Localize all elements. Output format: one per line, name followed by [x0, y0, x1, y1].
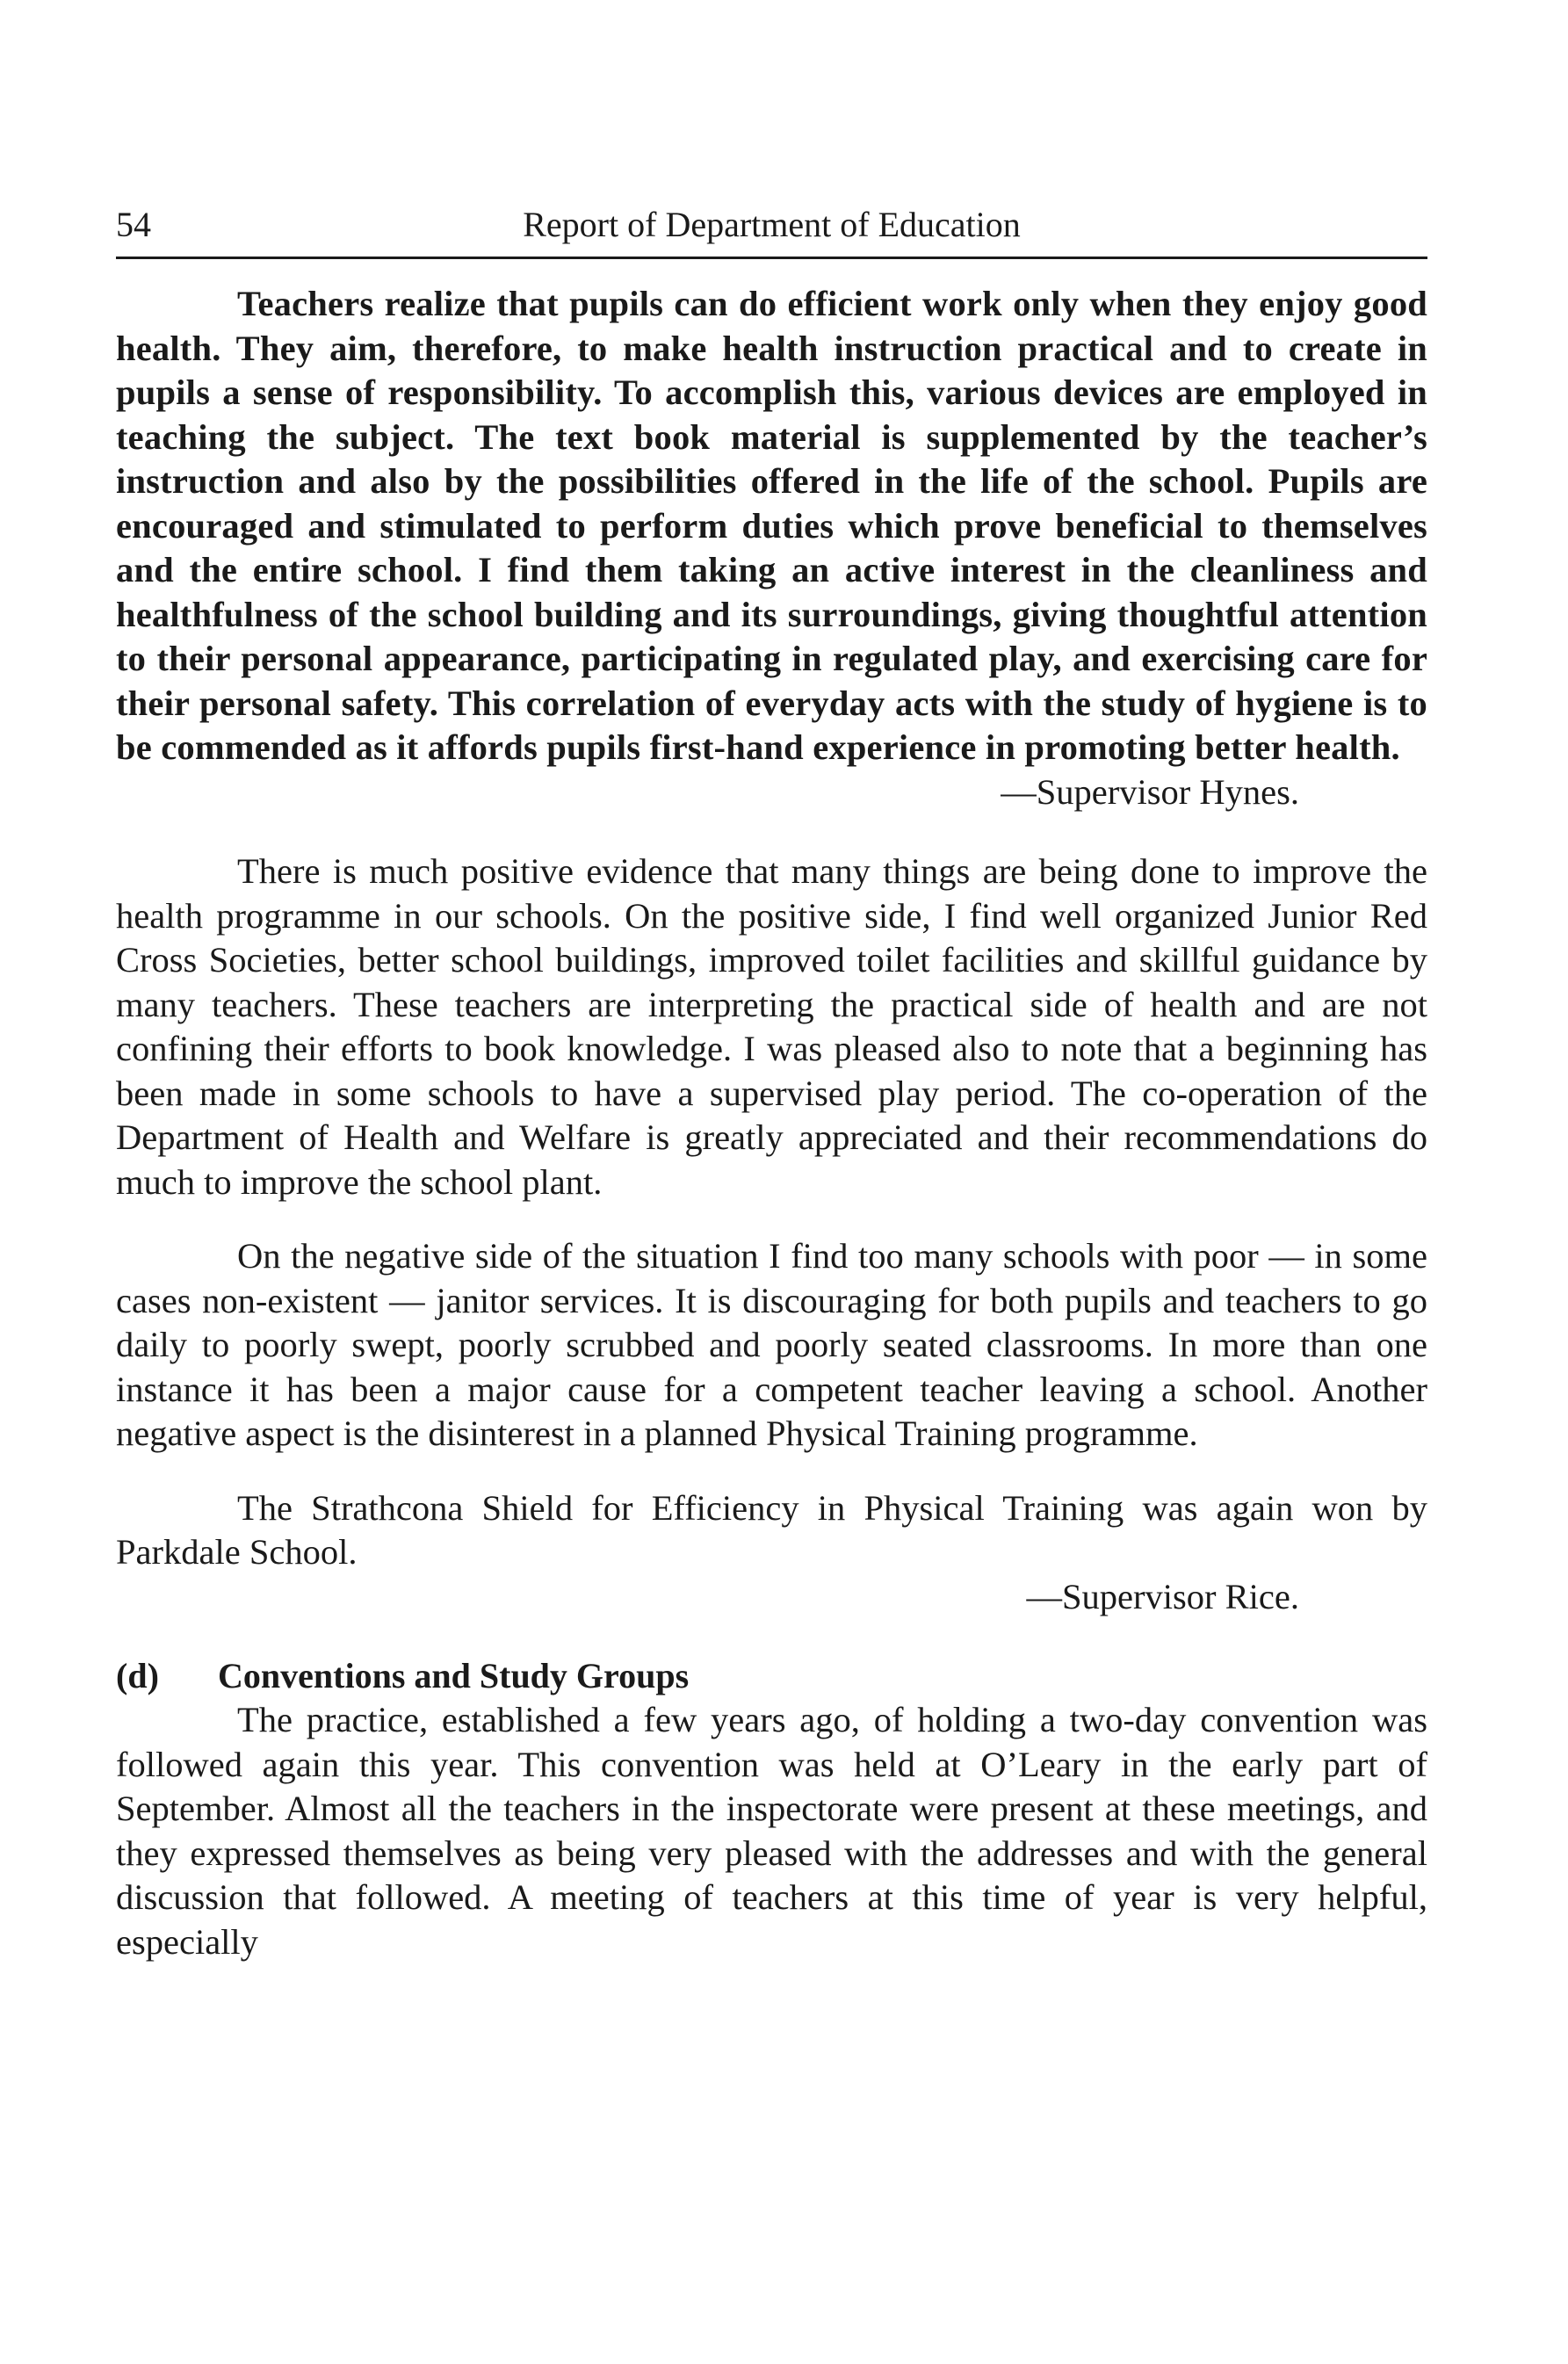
paragraph-convention: The practice, established a few years ago, of holding a two-day convention was followed again this year. This convention was held at O’Leary in the early part of September. Almost all the teachers in the inspectorate were present at these meetings, and they expressed themselves as being very pleased with the addresses and with the general discussion that followed. A meeting of teachers at this time of year is very helpful, especially — [116, 1700, 1427, 1962]
page-header — [116, 193, 1427, 259]
paragraph-health-instruction: Teachers realize that pupils can do efficient work only when they enjoy good health. They aim, therefore, to make health instruction practical and to create in pupils a sense of responsibility. To accomplish this, various devices are employed in teaching the subject. The text book material is supplemented by the teacher’s instruction and also by the possibilities offered in the life of the school. Pupils are encouraged and stimulated to perform duties which prove beneficial to themselves and the entire school. I find them taking an active interest in the cleanliness and healthfulness of the school building and its surroundings, giving thoughtful attention to their personal appearance, participating in regulated play, and exercising care for their personal safety. This correlation of everyday acts with the study of hygiene is to be commended as it affords pupils first-hand experience in promoting better health. — [116, 284, 1427, 767]
signature-rice: —Supervisor Rice. — [1026, 1576, 1299, 1616]
section-heading-conventions — [116, 1654, 1427, 1698]
document-page — [116, 193, 1427, 1964]
paragraph-negative-side: On the negative side of the situation I find too many schools with poor — in some cases non-existent — janitor services. It is discouraging for both pupils and teachers to go daily to poorly swept, poorly scrubbed and poorly seated classrooms. In more than one instance it has been a major cause for a competent teacher leaving a school. Another negative aspect is the disinterest in a planned Physical Training programme. — [116, 1236, 1427, 1453]
page-content — [116, 282, 1427, 1964]
section-label: (d) — [116, 1656, 159, 1695]
running-title: Report of Department of Education — [523, 205, 1021, 244]
signature-hynes: —Supervisor Hynes. — [1001, 771, 1299, 812]
page-number: 54 — [116, 205, 151, 244]
section-title: Conventions and Study Groups — [218, 1656, 690, 1695]
paragraph-strathcona-shield: The Strathcona Shield for Efficiency in Physical Training was again won by Parkdale School. — [116, 1487, 1427, 1572]
paragraph-positive-evidence: There is much positive evidence that many things are being done to improve the health programme in our schools. On the positive side, I find well organized Junior Red Cross Societies, better school buildings, improved toilet facilities and skillful guidance by many teachers. These teachers are interpreting the practical side of health and are not confining their efforts to book knowledge. I was pleased also to note that a beginning has been made in some schools to have a supervised play period. The co-operation of the Department of Health and Welfare is greatly appreciated and their recommendations do much to improve the school plant. — [116, 851, 1427, 1202]
